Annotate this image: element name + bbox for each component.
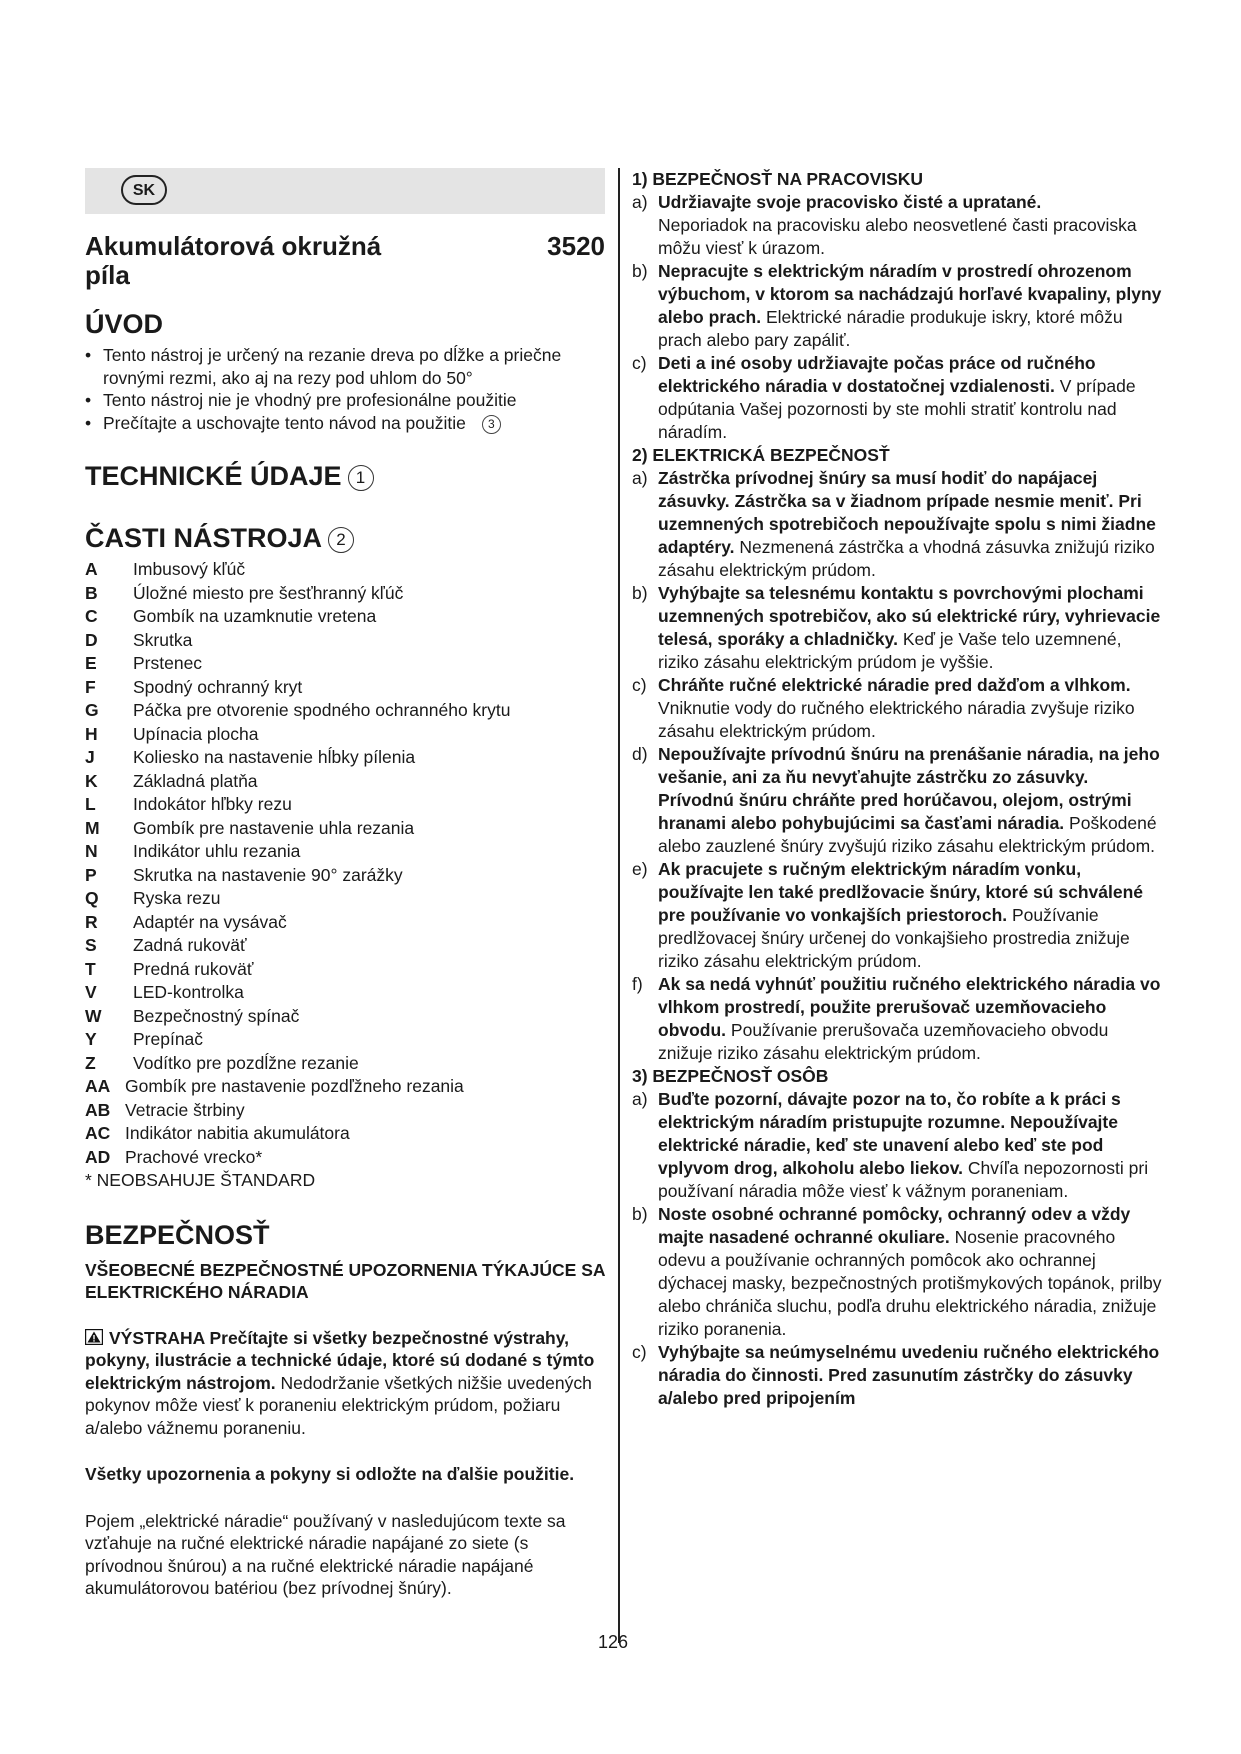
intro-heading: ÚVOD [85, 309, 164, 339]
part-row: V LED-kontrolka [85, 982, 244, 1002]
title-row [85, 232, 605, 290]
part-row: N Indikátor uhlu rezania [85, 841, 301, 861]
part-row: F Spodný ochranný kryt [85, 676, 303, 697]
product-title-line1: Akumulátorová okružná [85, 231, 382, 261]
part-row: T Predná rukoväť [85, 958, 254, 979]
part-row: Z Vodítko pre pozdĺžne rezanie [85, 1052, 359, 1073]
part-row: AD Prachové vrecko* [85, 1146, 263, 1167]
safety-heading: BEZPEČNOSŤ [85, 1219, 270, 1250]
column-divider [618, 168, 620, 1643]
tech-heading: TECHNICKÉ ÚDAJE 1 [85, 460, 605, 492]
rule-item: b) Noste osobné ochranné pomôcky, ochranný odev a vždy majte nasadené ochranné okuliare. Nosenie pracovného odevu a používanie ochranných pomôcok ako ochrannej dýchacej masky, bezpečnostných protišmykových topánok, prilby alebo chrániča sluchu, podľa druhu elektrického náradia, znižuje riziko poranenia. [632, 1204, 1162, 1339]
figure-ref-3: 3 [482, 415, 501, 434]
part-row: J Koliesko na nastavenie hĺbky pílenia [85, 747, 416, 767]
figure-ref-1: 1 [348, 465, 374, 491]
part-row: L Indokátor hľbky rezu [85, 794, 292, 814]
parts-heading: ČASTI NÁSTROJA 2 [85, 522, 605, 554]
right-column [632, 168, 1162, 1410]
part-row: H Upínacia plocha [85, 723, 259, 744]
rule-item: f) Ak sa nedá vyhnúť použitiu ručného elektrického náradia vo vlhkom prostredí, použite prerušovač uzemňovacieho obvodu. Používanie prerušovača uzemňovacieho obvodu znižuje riziko zásahu elektrickým prúdom. [632, 974, 1161, 1063]
product-title [85, 232, 381, 290]
keep-instructions: Všetky upozornenia a pokyny si odložte na ďalšie použitie. [85, 1464, 575, 1484]
intro-list [85, 344, 605, 434]
rule-item: e) Ak pracujete s ručným elektrickým náradím vonku, používajte len také predlžovacie šnúry, ktoré sú schválené pre používanie vo vonkajších priestoroch. Používanie predlžovacej šnúry určenej do vonkajšieho prostredia znižuje riziko zásahu elektrickým prúdom. [632, 859, 1144, 971]
parts-note: * NEOBSAHUJE ŠTANDARD [85, 1170, 316, 1190]
intro-bullet: • Tento nástroj je určený na rezanie dreva po dĺžke a priečne rovnými rezmi, ako aj na rezy pod uhlom do 50° [85, 344, 605, 389]
rule-item: a) Zástrčka prívodnej šnúry sa musí hodiť do napájacej zásuvky. Zástrčka sa v žiadnom prípade nesmie meniť. Pri uzemnených spotrebičoch nepoužívajte spolu s nimi žiadne adaptéry. Nezmenená zástrčka a vhodná zásuvka znižujú riziko zásahu elektrickým prúdom. [632, 468, 1156, 580]
part-row: P Skrutka na nastavenie 90° zarážky [85, 864, 403, 885]
part-row: W Bezpečnostný spínač [85, 1005, 300, 1026]
rule-item: c) Chráňte ručné elektrické náradie pred dažďom a vlhkom. Vniknutie vody do ručného elektrického náradia zvyšuje riziko zásahu elektrickým prúdom. [632, 675, 1135, 741]
part-row: AA Gombík pre nastavenie pozdľžneho rezania [85, 1076, 464, 1096]
parts-list [85, 558, 605, 1193]
language-badge: SK [121, 175, 167, 205]
rule-item: d) Nepoužívajte prívodnú šnúru na prenášanie náradia, na jeho vešanie, ani za ňu nevyťahujte zástrčku zo zásuvky. Prívodnú šnúru chráňte pred horúčavou, olejom, ostrými hranami alebo pohybujúcimi sa časťami náradia. Poškodené alebo zauzlené šnúry zvyšujú riziko zásahu elektrickým prúdom. [632, 744, 1160, 856]
part-row: C Gombík na uzamknutie vretena [85, 606, 377, 626]
term-definition: Pojem „elektrické náradie“ používaný v nasledujúcom texte sa vzťahuje na ručné elektrické náradie napájané zo siete (s prívodnou šnúrou) a na ručné elektrické náradie napájané akumulátorovou batériou (bez prívodnej šnúry). [85, 1510, 566, 1598]
rule-item: a) Buďte pozorní, dávajte pozor na to, čo robíte a k práci s elektrickým náradím pristupujte rozumne. Nepoužívajte elektrické náradie, keď ste unavení alebo keď ste pod vplyvom drog, alkoholu alebo liekov. Chvíľa nepozornosti pri používaní náradia môže viesť k vážnym poraneniam. [632, 1089, 1149, 1201]
part-row: K Základná platňa [85, 770, 258, 791]
part-row: B Úložné miesto pre šesťhranný kľúč [85, 582, 404, 603]
part-row: Y Prepínač [85, 1029, 204, 1049]
language-bar [85, 168, 605, 214]
warning-triangle-icon [85, 1329, 103, 1345]
figure-ref-2: 2 [328, 527, 354, 553]
part-row: R Adaptér na vysávač [85, 911, 287, 932]
warning-paragraph: VÝSTRAHA Prečítajte si všetky bezpečnostné výstrahy, pokyny, ilustrácie a technické údaje, ktoré sú dodané s týmto elektrickým nástrojom. Nedodržanie všetkých nižšie uvedených pokynov môže viesť k poraneniu elektrickým prúdom, požiaru a/alebo vážnemu poraneniu. [85, 1327, 595, 1438]
intro-bullet: • Prečítajte a uschovajte tento návod na použitie 3 [85, 412, 605, 435]
left-column [85, 168, 605, 1600]
section-personal: 3) BEZPEČNOSŤ OSÔB [632, 1066, 829, 1086]
part-row: E Prstenec [85, 653, 203, 673]
part-row: Q Ryska rezu [85, 888, 221, 908]
part-row: M Gombík pre nastavenie uhla rezania [85, 817, 415, 838]
safety-subheading: VŠEOBECNÉ BEZPEČNOSTNÉ UPOZORNENIA TÝKAJÚCE SA ELEKTRICKÉHO NÁRADIA [85, 1259, 605, 1302]
section-work-area: 1) BEZPEČNOSŤ NA PRACOVISKU [632, 169, 924, 189]
part-row: G Páčka pre otvorenie spodného ochranného krytu [85, 700, 511, 720]
rule-item: a) Udržiavajte svoje pracovisko čisté a upratané. Neporiadok na pracovisku alebo neosvetlené časti pracoviska môžu viesť k úrazom. [632, 192, 1137, 258]
model-number: 3520 [547, 231, 605, 261]
page-number: 126 [598, 1632, 629, 1652]
part-row: S Zadná rukoväť [85, 935, 247, 955]
part-row: AB Vetracie štrbiny [85, 1099, 245, 1120]
part-row: AC Indikátor nabitia akumulátora [85, 1123, 350, 1143]
section-electrical: 2) ELEKTRICKÁ BEZPEČNOSŤ [632, 445, 890, 465]
rule-item: c) Vyhýbajte sa neúmyselnému uvedeniu ručného elektrického náradia do činnosti. Pred zasunutím zástrčky do zásuvky a/alebo pred pripojením [632, 1342, 1160, 1408]
intro-bullet: • Tento nástroj nie je vhodný pre profesionálne použitie [85, 389, 605, 412]
rule-item: c) Deti a iné osoby udržiavajte počas práce od ručného elektrického náradia v dostatočnej vzdialenosti. V prípade odpútania Vašej pozornosti by ste mohli stratiť kontrolu nad náradím. [632, 353, 1136, 442]
rule-item: b) Nepracujte s elektrickým náradím v prostredí ohrozenom výbuchom, v ktorom sa nachádzajú horľavé kvapaliny, plyny alebo prach. Elektrické náradie produkuje iskry, ktoré môžu prach alebo pary zapáliť. [632, 261, 1162, 350]
product-title-line2: píla [85, 260, 130, 290]
rule-item: b) Vyhýbajte sa telesnému kontaktu s povrchovými plochami uzemnených spotrebičov, ako sú elektrické rúry, vyhrievacie telesá, sporáky a chladničky. Keď je Vaše telo uzemnené, riziko zásahu elektrickým prúdom je vyššie. [632, 583, 1161, 672]
part-row: A Imbusový kľúč [85, 559, 246, 579]
part-row: D Skrutka [85, 629, 193, 650]
